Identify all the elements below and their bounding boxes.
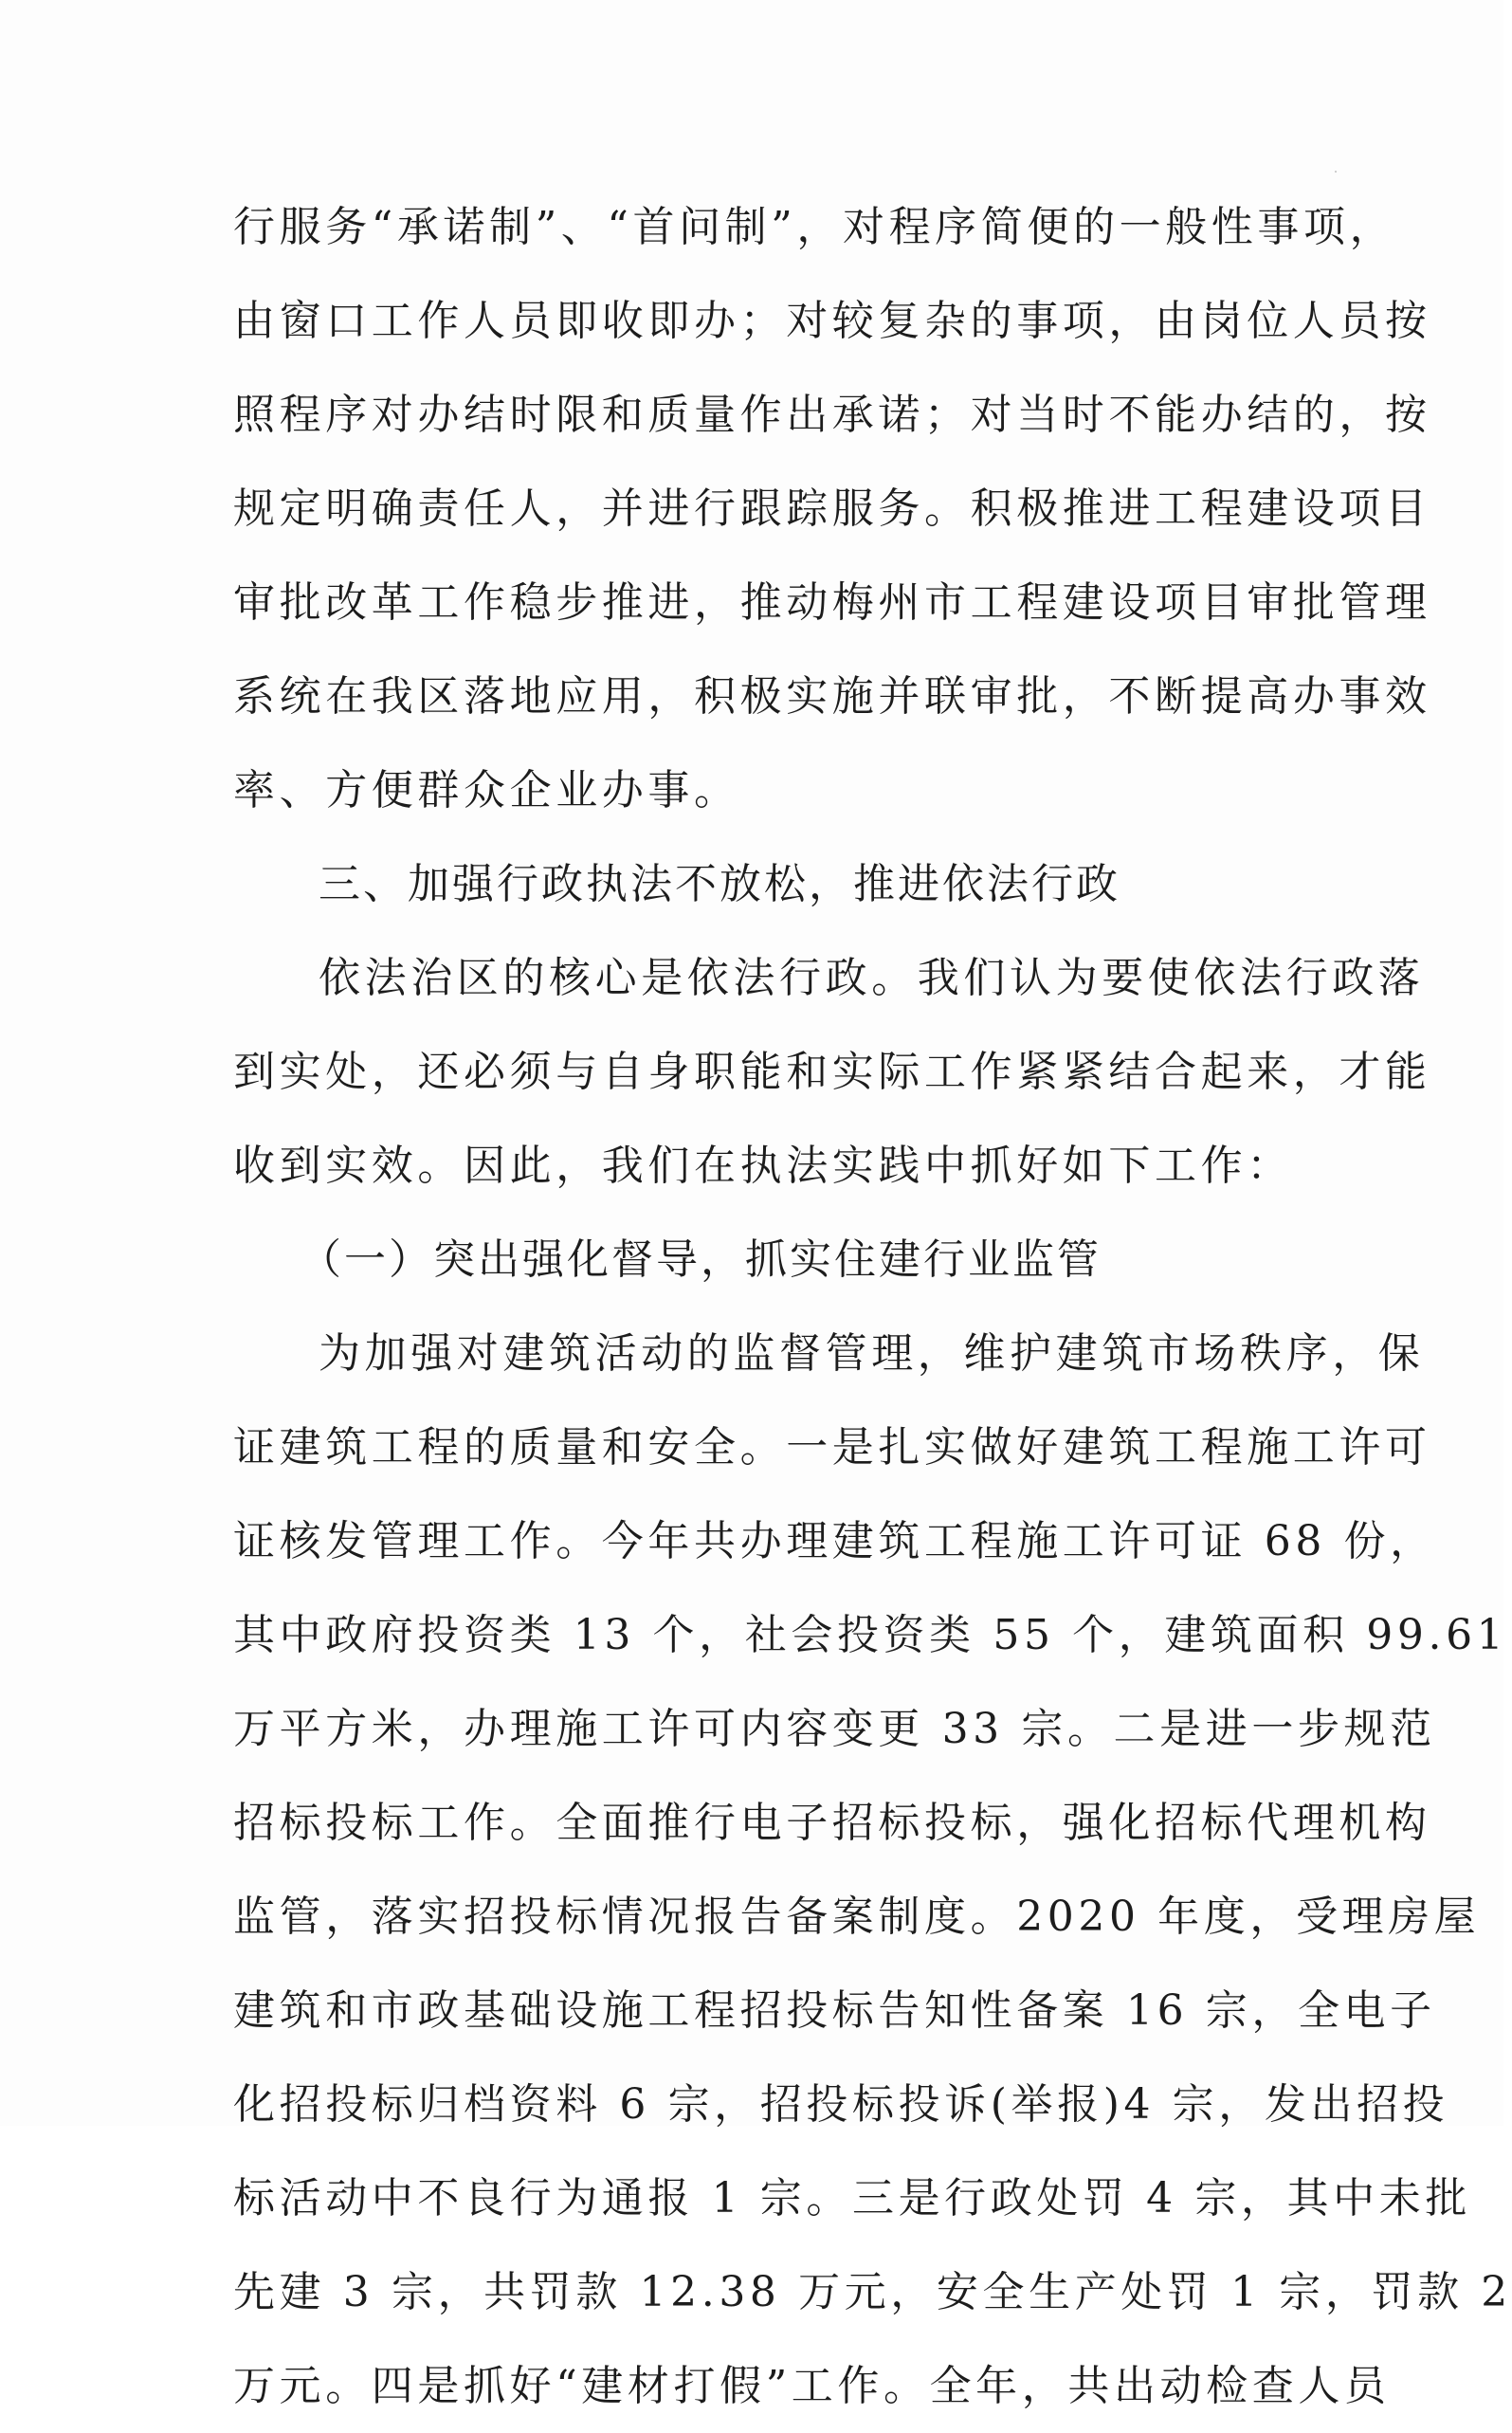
paragraph-line-4: 规定明确责任人，并进行跟踪服务。积极推进工程建设项目 xyxy=(233,485,1431,533)
paragraph-line-11: 收到实效。因此，我们在执法实践中抓好如下工作： xyxy=(233,1142,1293,1190)
document-body xyxy=(233,180,1512,2433)
paragraph-line-1: 行服务“承诺制”、“首问制”，对程序简便的一般性事项， xyxy=(233,203,1396,251)
paragraph-line-18: 招标投标工作。全面推行电子招标投标，强化招标代理机构 xyxy=(233,1799,1431,1847)
paragraph-line-19: 监管，落实招投标情况报告备案制度。2020 年度，受理房屋 xyxy=(233,1893,1481,1941)
paragraph-line-17: 万平方米，办理施工许可内容变更 33 宗。二是进一步规范 xyxy=(233,1705,1436,1753)
paragraph-line-2: 由窗口工作人员即收即办；对较复杂的事项，由岗位人员按 xyxy=(233,297,1431,345)
paragraph-line-24: 万元。四是抓好“建材打假”工作。全年，共出动检查人员 xyxy=(233,2362,1391,2410)
paragraph-line-22: 标活动中不良行为通报 1 宗。三是行政处罚 4 宗，其中未批 xyxy=(233,2174,1471,2223)
scan-speck xyxy=(1335,171,1337,173)
paragraph-line-7: 率、方便群众企业办事。 xyxy=(233,766,740,814)
paragraph-line-6: 系统在我区落地应用，积极实施并联审批，不断提高办事效 xyxy=(233,672,1431,721)
paragraph-line-21: 化招投标归档资料 6 宗，招投标投诉(举报)4 宗，发出招投 xyxy=(233,2080,1449,2129)
paragraph-line-16: 其中政府投资类 13 个，社会投资类 55 个，建筑面积 99.61 xyxy=(233,1611,1508,1659)
paragraph-line-13: 为加强对建筑活动的监督管理，维护建筑市场秩序，保 xyxy=(319,1329,1425,1378)
paragraph-line-23: 先建 3 宗，共罚款 12.38 万元，安全生产处罚 1 宗，罚款 2 xyxy=(233,2268,1512,2316)
paragraph-line-14: 证建筑工程的质量和安全。一是扎实做好建筑工程施工许可 xyxy=(233,1423,1431,1472)
subsection-heading-1: （一）突出强化督导，抓实住建行业监管 xyxy=(300,1235,1102,1284)
paragraph-line-20: 建筑和市政基础设施工程招投标告知性备案 16 宗，全电子 xyxy=(233,1986,1436,2035)
paragraph-line-3: 照程序对办结时限和质量作出承诺；对当时不能办结的，按 xyxy=(233,391,1431,439)
paragraph-line-5: 审批改革工作稳步推进，推动梅州市工程建设项目审批管理 xyxy=(233,578,1431,627)
section-heading-3: 三、加强行政执法不放松，推进依法行政 xyxy=(319,860,1120,908)
paragraph-line-9: 依法治区的核心是依法行政。我们认为要使依法行政落 xyxy=(319,954,1425,1002)
paragraph-line-10: 到实处，还必须与自身职能和实际工作紧紧结合起来，才能 xyxy=(233,1048,1431,1096)
paragraph-line-15: 证核发管理工作。今年共办理建筑工程施工许可证 68 份， xyxy=(233,1517,1436,1565)
